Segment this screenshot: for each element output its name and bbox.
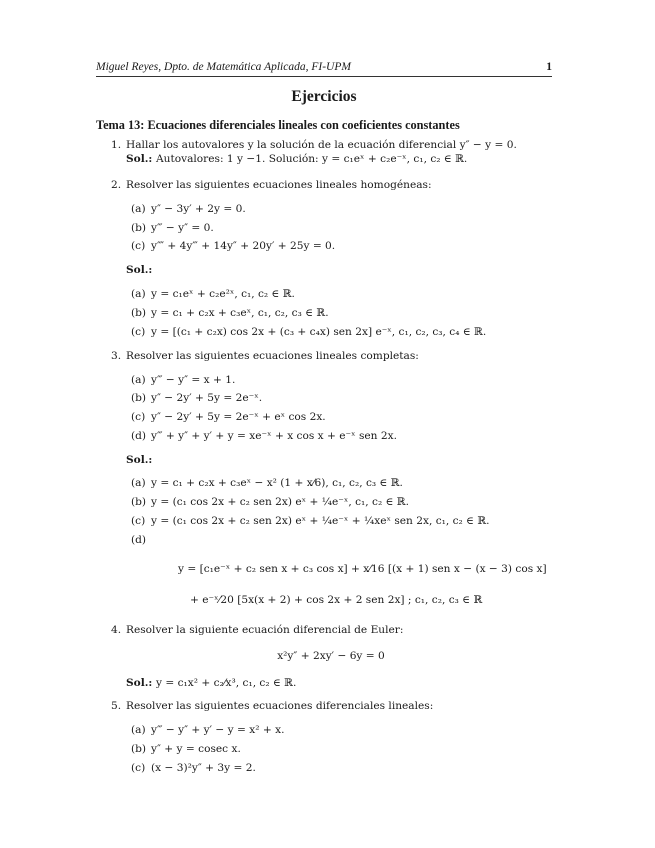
exercise-2-solution-label: (c) [131, 326, 146, 338]
header-rule [96, 76, 552, 77]
exercise-3-solution-label: (d) [131, 534, 147, 546]
exercise-3d-solution-line-2: + e⁻ˣ⁄20 [5x(x + 2) + cos 2x + 2 sen 2x] ; c₁, c₂, c₃ ∈ ℝ [190, 594, 483, 606]
exercise-2-solution-label: (b) [131, 307, 147, 319]
exercise-2-solution: y = c₁eˣ + c₂e²ˣ, c₁, c₂ ∈ ℝ. [151, 288, 295, 300]
exercise-3-item: y‴ − y″ = x + 1. [151, 374, 236, 386]
exercise-4-sol-label: Sol.: [126, 677, 153, 689]
page-number: 1 [546, 61, 552, 73]
topic-heading: Tema 13: Ecuaciones diferenciales lineales con coeficientes constantes [96, 118, 460, 132]
exercise-5-item-label: (b) [131, 743, 147, 755]
exercise-2-item-label: (a) [131, 203, 146, 215]
exercise-1-number: 1. [111, 139, 122, 151]
exercise-3-number: 3. [111, 350, 122, 362]
exercise-5-item-label: (c) [131, 762, 146, 774]
exercise-3d-solution-line-1: y = [c₁e⁻ˣ + c₂ sen x + c₃ cos x] + x⁄16 [(x + 1) sen x − (x − 3) cos x] [178, 563, 547, 575]
exercise-4-equation: x²y″ + 2xy′ − 6y = 0 [277, 650, 385, 662]
exercise-3-sol-label: Sol.: [126, 454, 153, 466]
exercise-2-solution-label: (a) [131, 288, 146, 300]
exercise-2-item: y″ − 3y′ + 2y = 0. [151, 203, 246, 215]
exercise-4-solution: y = c₁x² + c₂⁄x³, c₁, c₂ ∈ ℝ. [156, 677, 297, 689]
exercise-3-solution: y = c₁ + c₂x + c₃eˣ − x² (1 + x⁄6), c₁, c₂, c₃ ∈ ℝ. [151, 477, 403, 489]
exercise-3-statement: Resolver las siguientes ecuaciones lineales completas: [126, 350, 419, 362]
header-author: Miguel Reyes, Dpto. de Matemática Aplicada, FI-UPM [96, 61, 351, 73]
exercise-2-item-label: (b) [131, 222, 147, 234]
exercise-2-statement: Resolver las siguientes ecuaciones lineales homogéneas: [126, 179, 432, 191]
exercise-3-item-label: (b) [131, 392, 147, 404]
exercise-3-solution-label: (a) [131, 477, 146, 489]
exercise-3-item-label: (d) [131, 430, 147, 442]
exercise-2-sol-label: Sol.: [126, 264, 153, 276]
exercise-5-item: y″ + y = cosec x. [151, 743, 241, 755]
exercise-5-number: 5. [111, 700, 122, 712]
exercise-1-solution: Autovalores: 1 y −1. Solución: y = c₁eˣ + c₂e⁻ˣ, c₁, c₂ ∈ ℝ. [156, 153, 468, 165]
exercise-3-item-label: (a) [131, 374, 146, 386]
exercise-3-solution-label: (b) [131, 496, 147, 508]
exercise-3-item: y‴ + y″ + y′ + y = xe⁻ˣ + x cos x + e⁻ˣ sen 2x. [151, 430, 397, 442]
exercise-2-item: y‴ − y″ = 0. [151, 222, 214, 234]
exercise-2-number: 2. [111, 179, 122, 191]
exercise-3-item-label: (c) [131, 411, 146, 423]
running-header [96, 61, 552, 74]
exercise-2-item: y⁗ + 4y‴ + 14y″ + 20y′ + 25y = 0. [151, 240, 336, 252]
exercise-4-number: 4. [111, 624, 122, 636]
exercise-3-item: y″ − 2y′ + 5y = 2e⁻ˣ. [151, 392, 263, 404]
exercise-1-statement: Hallar los autovalores y la solución de la ecuación diferencial y″ − y = 0. [126, 139, 517, 151]
exercise-2-item-label: (c) [131, 240, 146, 252]
exercise-5-item: (x − 3)²y″ + 3y = 2. [151, 762, 256, 774]
exercise-2-solution: y = c₁ + c₂x + c₃eˣ, c₁, c₂, c₃ ∈ ℝ. [151, 307, 329, 319]
exercise-3-solution: y = (c₁ cos 2x + c₂ sen 2x) eˣ + ¼e⁻ˣ, c₁, c₂ ∈ ℝ. [151, 496, 409, 508]
exercise-5-item-label: (a) [131, 724, 146, 736]
exercise-1-sol-label: Sol.: [126, 153, 153, 165]
exercise-2-solution: y = [(c₁ + c₂x) cos 2x + (c₃ + c₄x) sen 2x] e⁻ˣ, c₁, c₂, c₃, c₄ ∈ ℝ. [151, 326, 487, 338]
exercise-3-item: y″ − 2y′ + 5y = 2e⁻ˣ + eˣ cos 2x. [151, 411, 326, 423]
exercise-4-statement: Resolver la siguiente ecuación diferencial de Euler: [126, 624, 404, 636]
exercise-3-solution-label: (c) [131, 515, 146, 527]
exercise-5-item: y‴ − y″ + y′ − y = x² + x. [151, 724, 285, 736]
page-title: Ejercicios [291, 88, 357, 105]
exercise-3-solution: y = (c₁ cos 2x + c₂ sen 2x) eˣ + ¼e⁻ˣ + ¼xeˣ sen 2x, c₁, c₂ ∈ ℝ. [151, 515, 490, 527]
exercise-5-statement: Resolver las siguientes ecuaciones diferenciales lineales: [126, 700, 434, 712]
